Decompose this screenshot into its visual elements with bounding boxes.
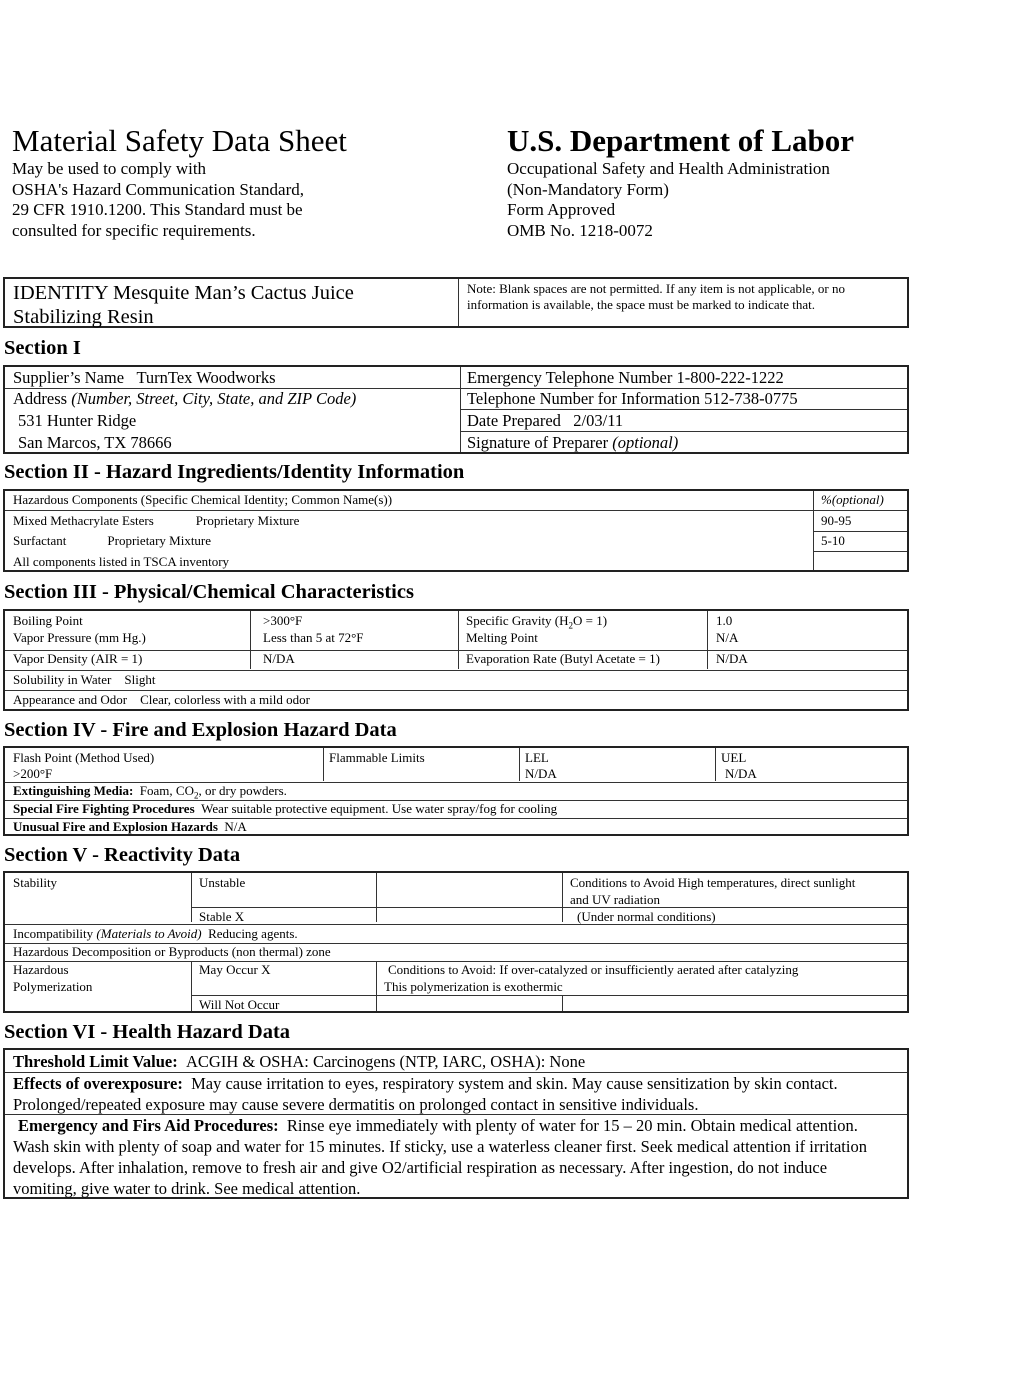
info-phone-value: 512-738-0775 [704,389,798,408]
header-right-line: OMB No. 1218-0072 [507,220,653,240]
section-4-heading: Section IV - Fire and Explosion Hazard Data [4,719,397,741]
divider [191,907,907,908]
component-percent: 90-95 [821,513,852,528]
header-left-line: consulted for specific requirements. [12,220,256,240]
evaporation-value: N/DA [716,651,748,666]
divider [191,961,192,1011]
address-line: 531 Hunter Ridge [18,411,137,430]
divider [5,670,907,671]
info-phone-label: Telephone Number for Information [467,389,700,408]
table-row: All components listed in TSCA inventory [13,554,230,569]
vapor-density-label: Vapor Density (AIR = 1) [13,651,143,666]
address-field [13,388,356,409]
first-aid-label: Emergency and Firs Aid Procedures: [18,1116,279,1135]
emergency-phone-label: Emergency Telephone Number [467,368,673,387]
polymerization-label: Polymerization [13,979,93,994]
emergency-phone-field [467,367,784,388]
polymerization-conditions: Conditions to Avoid: If over-catalyzed or insufficiently aerated after catalyzing [388,962,799,977]
appearance-value: Clear, colorless with a mild odor [140,692,310,707]
section-2-heading: Section II - Hazard Ingredients/Identity Information [4,461,465,483]
flash-point-label: Flash Point (Method Used) [13,750,155,765]
may-occur-option: May Occur X [199,962,271,977]
signature-field [467,432,678,453]
effects-label: Effects of overexposure: [13,1074,183,1093]
vapor-pressure-label: Vapor Pressure (mm Hg.) [13,630,146,645]
divider [5,510,907,511]
stable-option: Stable X [199,909,245,924]
info-phone-field [467,388,798,409]
evaporation-label: Evaporation Rate (Butyl Acetate = 1) [466,651,660,666]
signature-label: Signature of Preparer [467,433,609,452]
effects-value: May cause irritation to eyes, respiratory system and skin. May cause sensitization by skin contact. Prolonged/repeated exposure may cause severe dermatitis on prolonged contact in sensitive individuals. [13,1074,838,1114]
conditions-line: (Under normal conditions) [577,909,716,924]
incompatibility-value: Reducing agents. [208,926,298,941]
specific-gravity-label [466,613,607,629]
gravity-label-sub: 2 [568,620,574,631]
agency-title: U.S. Department of Labor [507,123,854,158]
fire-table [3,746,909,836]
appearance-label: Appearance and Odor [13,692,128,707]
specific-gravity-value: 1.0 [716,613,733,628]
uel-value: N/DA [725,766,757,781]
header-right-line: Form Approved [507,200,616,220]
extinguishing-field [13,783,287,799]
supplier-label: Supplier’s Name [13,368,125,387]
supplier-field [13,367,276,388]
first-aid-field [13,1115,889,1199]
document-title: Material Safety Data Sheet [12,123,347,158]
component-common: Proprietary Mixture [107,533,212,548]
divider [458,611,459,669]
table-row [13,533,211,549]
solubility-label: Solubility in Water [13,672,112,687]
extinguishing-label: Extinguishing Media: [13,783,134,798]
header-left-line: OSHA's Hazard Communication Standard, [12,179,305,199]
section-3-heading: Section III - Physical/Chemical Characteristics [4,581,414,603]
boiling-value: >300°F [263,613,303,628]
address-hint: (Number, Street, City, State, and ZIP Code) [71,389,357,408]
identity-line: Stabilizing Resin [13,306,154,328]
date-field [467,410,623,431]
special-procedures-label: Special Fire Fighting Procedures [13,801,195,816]
divider [191,995,907,996]
gravity-label-part: O = 1) [573,613,608,628]
signature-hint: (optional) [612,433,679,452]
header-right-line: Occupational Safety and Health Administration [507,159,830,178]
polymerization-conditions: This polymerization is exothermic [384,979,563,994]
lel-label: LEL [525,750,549,765]
unusual-hazards-value: N/A [224,819,247,834]
effects-field [13,1073,889,1115]
physical-table [3,609,909,711]
melting-label: Melting Point [466,630,538,645]
identity-box [3,277,909,328]
tlv-label: Threshold Limit Value: [13,1052,178,1071]
vapor-density-value: N/DA [263,651,295,666]
column-header: Hazardous Components (Specific Chemical Identity; Common Name(s)) [13,492,393,507]
special-procedures-value: Wear suitable protective equipment. Use water spray/fog for cooling [201,801,558,816]
table-row [13,513,299,529]
appearance-field [13,692,310,708]
note-line: information is available, the space must be marked to indicate that. [467,297,815,312]
flash-point-value: >200°F [13,766,53,781]
divider [562,873,563,922]
component-percent: 5-10 [821,533,845,548]
divider [458,279,459,326]
decomposition-field: Hazardous Decomposition or Byproducts (non thermal) zone [13,944,331,959]
divider [562,995,563,1011]
lel-value: N/DA [525,766,557,781]
section-6-heading: Section VI - Health Hazard Data [4,1021,291,1043]
divider [519,748,520,781]
section-5-heading: Section V - Reactivity Data [4,844,241,866]
extinguishing-sub: 2 [193,790,199,801]
unusual-hazards-field [13,819,247,835]
divider [250,611,251,669]
conditions-line: Conditions to Avoid High temperatures, direct sunlight [570,875,856,890]
divider [191,873,192,922]
uel-label: UEL [721,750,747,765]
polymerization-label: Hazardous [13,962,69,977]
date-label: Date Prepared [467,411,561,430]
divider [376,873,377,922]
divider [707,611,708,669]
boiling-label: Boiling Point [13,613,83,628]
header-right-line: (Non-Mandatory Form) [507,179,669,199]
extinguishing-part: Foam, CO [139,783,194,798]
stability-label: Stability [13,875,58,890]
first-aid-value: Rinse eye immediately with plenty of water for 15 – 20 min. Obtain medical attention. Wash skin with plenty of soap and water for 15 minutes. If sticky, use a waterless cleaner first. Seek medical attention if irritation develops. After inhalation, remove to fresh air and give O2/artificial respiration as necessary. After ingestion, do not induce vomiting, give water to drink. See medical attention. [13,1116,867,1198]
divider [813,551,907,552]
incompatibility-hint: (Materials to Avoid) [96,926,202,941]
tlv-value: ACGIH & OSHA: Carcinogens (NTP, IARC, OSHA): None [185,1052,586,1071]
gravity-label-part: Specific Gravity (H [466,613,569,628]
column-header: %(optional) [821,492,884,507]
divider [376,961,377,1011]
divider [715,748,716,781]
unusual-hazards-label: Unusual Fire and Explosion Hazards [13,819,218,834]
divider [5,924,907,925]
special-procedures-field [13,801,557,817]
incompatibility-field [13,926,298,942]
flammable-limits-label: Flammable Limits [329,750,425,765]
address-label: Address [13,389,68,408]
component-common: Proprietary Mixture [195,513,300,528]
header-left-block [12,159,304,241]
supplier-value: TurnTex Woodworks [136,368,276,387]
ingredients-table [3,489,909,572]
component-name: Surfactant [13,533,67,548]
vapor-pressure-value: Less than 5 at 72°F [263,630,364,645]
emergency-phone-value: 1-800-222-1222 [676,368,784,387]
conditions-line: and UV radiation [570,892,661,907]
divider [323,748,324,781]
header-left-line: May be used to comply with [12,159,207,178]
solubility-field [13,672,155,688]
health-table [3,1048,909,1199]
address-line: San Marcos, TX 78666 [18,433,172,452]
header-right-block [507,159,830,241]
tlv-field [13,1051,585,1072]
divider [5,690,907,691]
melting-value: N/A [716,630,739,645]
will-not-occur-option: Will Not Occur [199,997,280,1012]
unstable-option: Unstable [199,875,246,890]
solubility-value: Slight [124,672,156,687]
section-1-box [3,365,909,454]
date-value: 2/03/11 [573,411,624,430]
extinguishing-part: , or dry powders. [198,783,287,798]
incompatibility-label: Incompatibility [13,926,94,941]
component-name: Mixed Methacrylate Esters [13,513,154,528]
reactivity-table [3,871,909,1013]
header-left-line: 29 CFR 1910.1200. This Standard must be [12,200,303,220]
identity-line: IDENTITY Mesquite Man’s Cactus Juice [13,282,354,304]
section-1-heading: Section I [4,337,81,359]
divider [813,531,907,532]
note-line: Note: Blank spaces are not permitted. If any item is not applicable, or no [467,281,845,296]
